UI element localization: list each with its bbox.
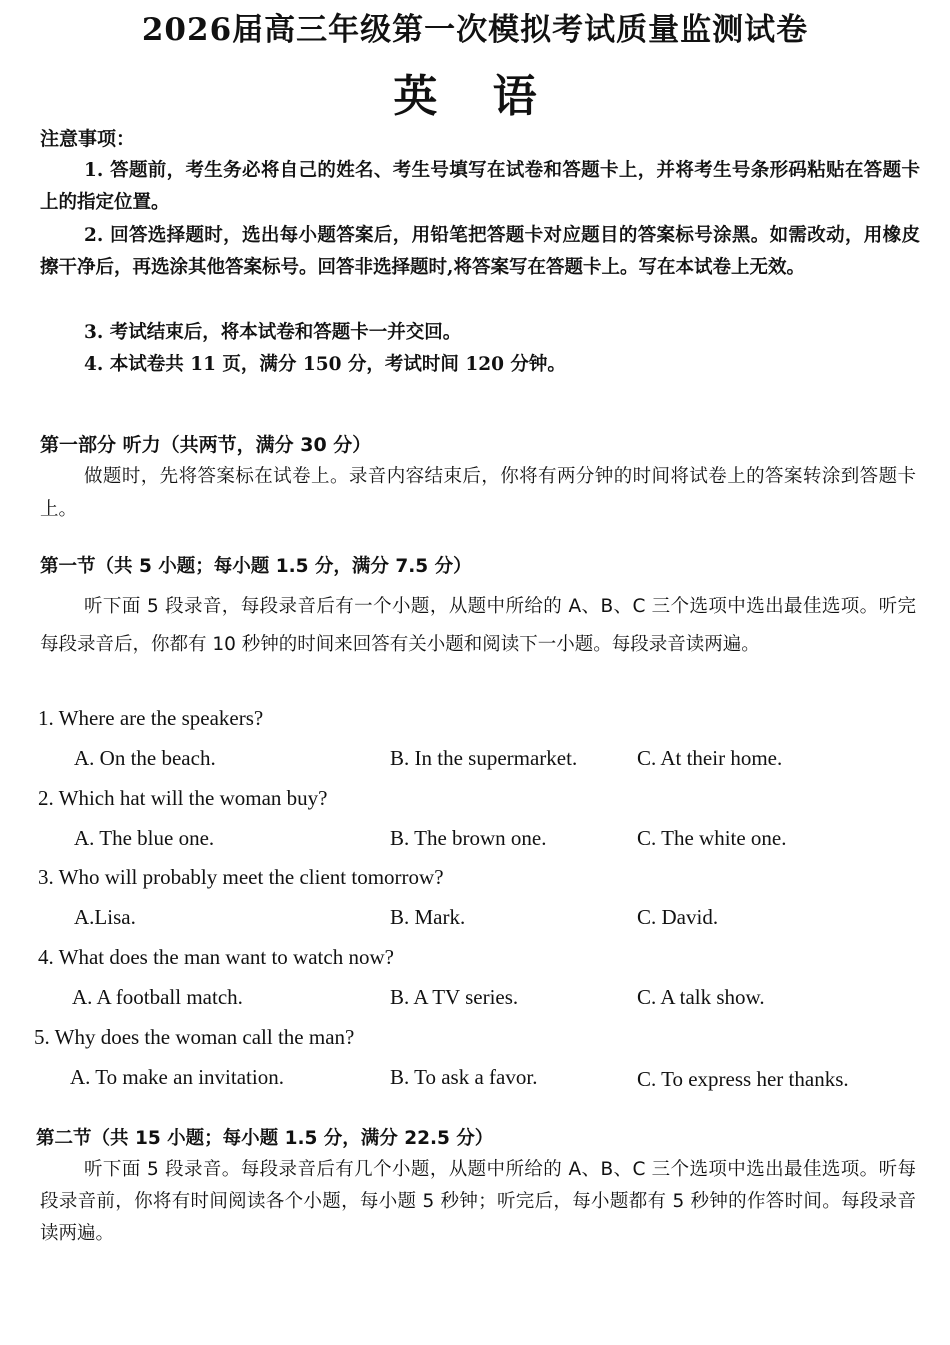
notice-item-4: 4. 本试卷共 11 页，满分 150 分，考试时间 120 分钟。: [84, 354, 566, 375]
part1-instruction: 做题时，先将答案标在试卷上。录音内容结束后，你将有两分钟的时间将试卷上的答案转涂到答题卡上。: [40, 466, 916, 520]
q5-option-a: A. To make an invitation.: [70, 1065, 284, 1089]
question-4: 4. What does the man want to watch now?: [38, 945, 394, 969]
subject-title: 英 语: [393, 71, 557, 122]
question-5: 5. Why does the woman call the man?: [34, 1025, 355, 1049]
q4-option-a: A. A football match.: [72, 985, 243, 1009]
q3-option-a: A.Lisa.: [74, 905, 136, 929]
q4-option-b: B. A TV series.: [390, 985, 519, 1009]
q5-option-b: B. To ask a favor.: [390, 1065, 538, 1089]
q5-option-c: C. To express her thanks.: [637, 1067, 849, 1091]
notice-item-1: 1. 答题前，考生务必将自己的姓名、考生号填写在试卷和答题卡上，并将考生号条形码粘贴在答题卡上的指定位置。: [40, 160, 920, 213]
q2-option-c: C. The white one.: [637, 826, 787, 850]
exam-title: 2026届高三年级第一次模拟考试质量监测试卷: [141, 12, 809, 48]
part1-heading: 第一部分 听力（共两节，满分 30 分）: [40, 434, 372, 456]
q3-option-b: B. Mark.: [390, 905, 466, 929]
q1-option-c: C. At their home.: [637, 746, 783, 770]
q2-option-b: B. The brown one.: [390, 826, 547, 850]
q3-option-c: C. David.: [637, 905, 719, 929]
q4-option-c: C. A talk show.: [637, 985, 765, 1009]
question-3: 3. Who will probably meet the client tomorrow?: [38, 865, 444, 889]
notice-item-3: 3. 考试结束后，将本试卷和答题卡一并交回。: [84, 322, 462, 343]
question-2: 2. Which hat will the woman buy?: [38, 786, 328, 810]
notice-heading: 注意事项：: [40, 128, 136, 150]
section2-heading: 第二节（共 15 小题；每小题 1.5 分，满分 22.5 分）: [36, 1128, 494, 1149]
section2-instruction: 听下面 5 段录音。每段录音后有几个小题，从题中所给的 A、B、C 三个选项中选出最佳选项。听每段录音前，你将有时间阅读各个小题，每小题 5 秒钟；听完后，每小题都有 5 秒钟的作答时间。每段录音读两遍。: [40, 1159, 916, 1244]
question-1: 1. Where are the speakers?: [38, 706, 264, 730]
section1-instruction: 听下面 5 段录音，每段录音后有一个小题，从题中所给的 A、B、C 三个选项中选出最佳选项。听完每段录音后，你都有 10 秒钟的时间来回答有关小题和阅读下一小题。每段录音读两遍。: [40, 596, 916, 655]
section1-heading: 第一节（共 5 小题；每小题 1.5 分，满分 7.5 分）: [40, 556, 472, 577]
notice-item-2: 2. 回答选择题时，选出每小题答案后，用铅笔把答题卡对应题目的答案标号涂黑。如需改动，用橡皮擦干净后，再选涂其他答案标号。回答非选择题时,将答案写在答题卡上。写在本试卷上无效。: [40, 225, 920, 278]
q2-option-a: A. The blue one.: [74, 826, 215, 850]
q1-option-a: A. On the beach.: [74, 746, 216, 770]
q1-option-b: B. In the supermarket.: [390, 746, 578, 770]
